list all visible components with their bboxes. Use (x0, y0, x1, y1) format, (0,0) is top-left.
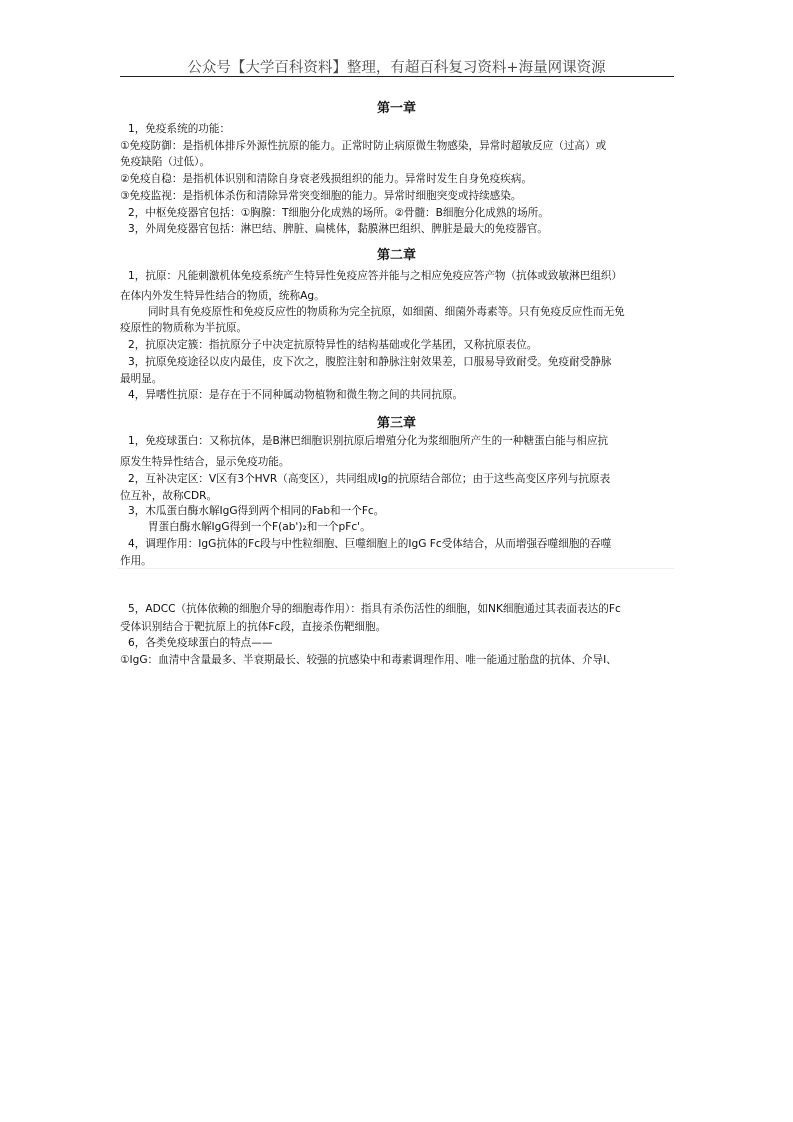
text-line: 原发生特异性结合，显示免疫功能。 (120, 456, 290, 468)
header-rule (120, 76, 674, 77)
text-line: 2，互补决定区：V区有3个HVR（高变区），共同组成Ig的抗原结合部位；由于这些高变区序列与抗原表 (128, 473, 611, 485)
page-header: 公众号【大学百科资料】整理，有超百科复习资料+海量网课资源 (187, 60, 606, 76)
text-line: 3，木瓜蛋白酶水解IgG得到两个相同的Fab和一个Fc。 (128, 505, 385, 517)
text-line: ②免疫自稳：是指机体识别和清除自身衰老残损组织的能力。异常时发生自身免疫疾病。 (120, 173, 533, 185)
text-line: 3，抗原免疫途径以皮内最佳，皮下次之，腹腔注射和静脉注射效果差，口服易导致耐受。免疫耐受静脉 (128, 356, 612, 368)
text-line: 4，调理作用：IgG抗体的Fc段与中性粒细胞、巨噬细胞上的IgG Fc受体结合，从而增强吞噬细胞的吞噬 (128, 538, 612, 550)
text-line: ①免疫防御：是指机体排斥外源性抗原的能力。正常时防止病原微生物感染，异常时超敏反应（过高）或 (120, 140, 607, 152)
chapter-1-title: 第一章 (376, 101, 416, 116)
text-line: 同时具有免疫原性和免疫反应性的物质称为完全抗原，如细菌、细菌外毒素等。只有免疫反应性而无免 (148, 306, 625, 318)
text-line: 在体内外发生特异性结合的物质，统称Ag。 (120, 290, 325, 302)
text-line: 受体识别结合于靶抗原上的抗体Fc段，直接杀伤靶细胞。 (120, 621, 387, 633)
text-line: 4，异嗜性抗原：是存在于不同种属动物植物和微生物之间的共同抗原。 (128, 389, 464, 401)
text-line: 3，外周免疫器官包括：淋巴结、脾脏、扁桃体，黏膜淋巴组织、脾脏是最大的免疫器官。 (128, 223, 548, 235)
text-line: ③免疫监视：是指机体杀伤和清除异常突变细胞的能力。异常时细胞突变或持续感染。 (120, 190, 522, 202)
text-line: 2，中枢免疫器官包括：①胸腺：T细胞分化成熟的场所。②骨髓：B细胞分化成熟的场所。 (128, 207, 549, 219)
text-line: 免疫缺陷（过低）。 (120, 156, 211, 168)
text-line: 1，免疫系统的功能： (128, 123, 231, 135)
text-line: 1，免疫球蛋白：又称抗体，是B淋巴细胞识别抗原后增殖分化为浆细胞所产生的一种糖蛋白能与相应抗 (128, 435, 609, 447)
text-line: ①IgG：血清中含量最多、半衰期最长、较强的抗感染中和毒素调理作用、唯一能通过胎盘的抗体、介导Ⅰ、 (120, 654, 617, 666)
text-line: 2，抗原决定簇：指抗原分子中决定抗原特异性的结构基础或化学基团，又称抗原表位。 (128, 339, 538, 351)
text-line: 疫原性的物质称为半抗原。 (120, 322, 248, 334)
text-line: 位互补，故称CDR。 (120, 490, 218, 502)
text-line: 6，各类免疫球蛋白的特点—— (128, 637, 273, 649)
chapter-2-title: 第二章 (376, 248, 416, 263)
text-line: 5，ADCC（抗体依赖的细胞介导的细胞毒作用）：指具有杀伤活性的细胞，如NK细胞通过其表面表达的Fc (128, 603, 621, 615)
text-line: 最明显。 (120, 373, 163, 385)
text-line: 作用。 (120, 555, 152, 567)
text-line: 胃蛋白酶水解IgG得到一个F(ab')₂和一个pFc'。 (148, 521, 371, 533)
chapter-3-title: 第三章 (376, 416, 416, 431)
text-line: 1，抗原：凡能刺激机体免疫系统产生特异性免疫应答并能与之相应免疫应答产物（抗体或致敏淋巴组织） (128, 270, 623, 282)
